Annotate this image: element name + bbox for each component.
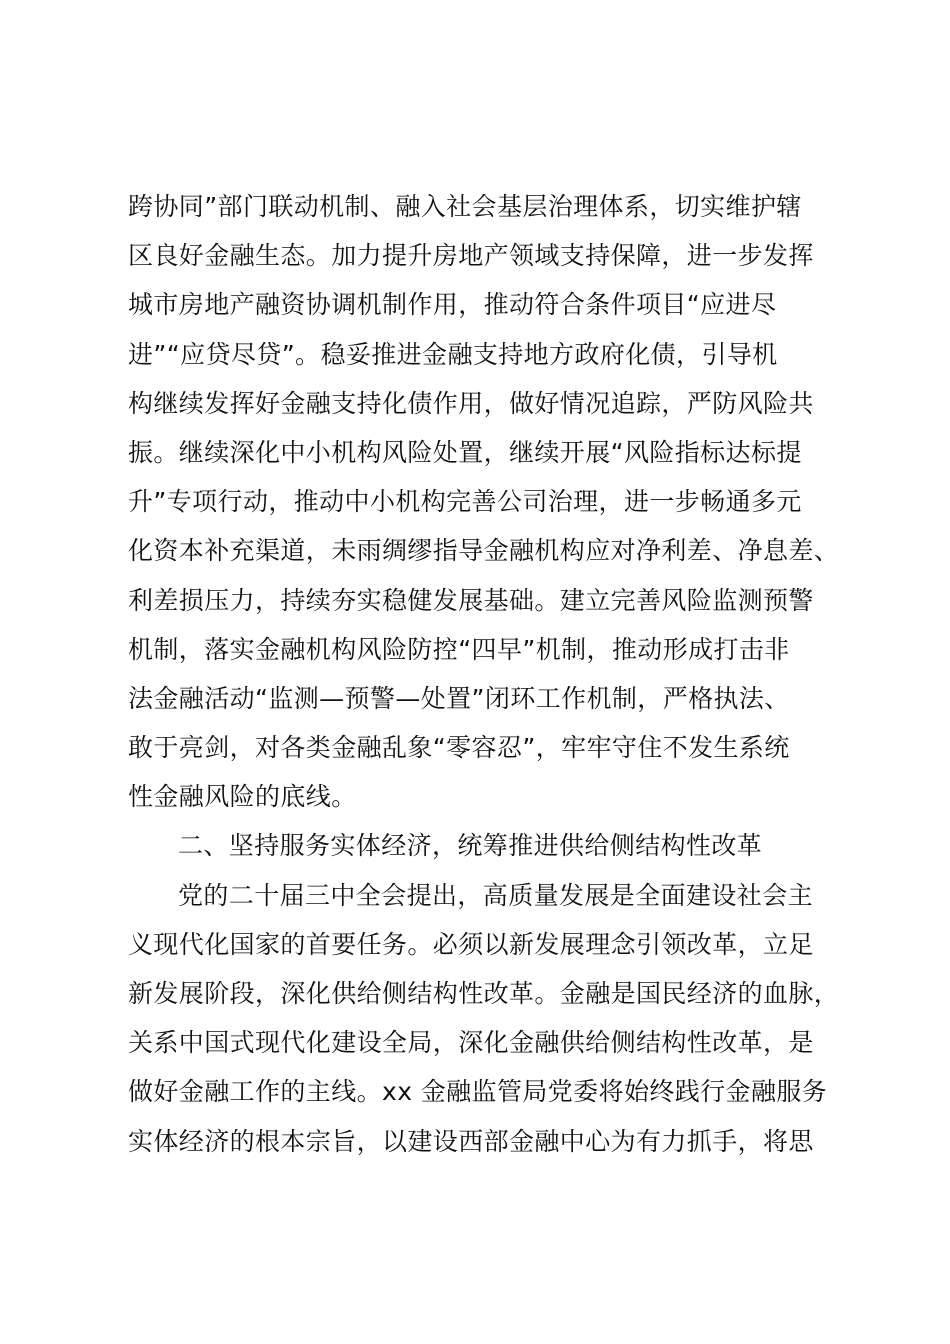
paragraph-line: 实体经济的根本宗旨，以建设西部金融中心为有力抓手，将思: [128, 1126, 814, 1156]
paragraph-line: 党的二十届三中全会提出，高质量发展是全面建设社会主: [178, 880, 814, 910]
section-heading: 二、坚持服务实体经济，统筹推进供给侧结构性改革: [178, 831, 763, 861]
paragraph-line: 法金融活动“监测—预警—处置”闭环工作机制，严格执法、: [128, 683, 790, 713]
paragraph-line: 跨协同”部门联动机制、融入社会基层治理体系，切实维护辖: [128, 192, 802, 221]
paragraph-line: 区良好金融生态。加力提升房地产领域支持保障，进一步发挥: [128, 241, 814, 271]
paragraph-line: 新发展阶段，深化供给侧结构性改革。金融是国民经济的血脉，: [128, 979, 840, 1008]
paragraph-line: 进”“应贷尽贷”。稳妥推进金融支持地方政府化债，引导机: [128, 339, 778, 369]
paragraph-line: 城市房地产融资协调机制作用，推动符合条件项目“应进尽: [128, 290, 777, 320]
paragraph-line: 关系中国式现代化建设全局，深化金融供给侧结构性改革，是: [128, 1028, 814, 1058]
paragraph-line: 敢于亮剑，对各类金融乱象“零容忍”，牢牢守住不发生系统: [128, 733, 790, 763]
paragraph-line: 振。继续深化中小机构风险处置，继续开展“风险指标达标提: [128, 437, 802, 467]
paragraph-line: 义现代化国家的首要任务。必须以新发展理念引领改革，立足: [128, 929, 814, 959]
document-body: [128, 182, 848, 1166]
paragraph-line: 升”专项行动，推动中小机构完善公司治理，进一步畅通多元: [128, 487, 802, 517]
paragraph-line: 利差损压力，持续夯实稳健发展基础。建立完善风险监测预警: [128, 585, 814, 615]
paragraph-line: 构继续发挥好金融支持化债作用，做好情况追踪，严防风险共: [128, 388, 814, 418]
paragraph-line: 化资本补充渠道，未雨绸缪指导金融机构应对净利差、净息差、: [128, 536, 840, 566]
paragraph-line: 做好金融工作的主线。xx 金融监管局党委将始终践行金融服务: [128, 1077, 828, 1107]
paragraph-line: 性金融风险的底线。: [128, 782, 357, 812]
paragraph-line: 机制，落实金融机构风险防控“四早”机制，推动形成打击非: [128, 634, 790, 664]
